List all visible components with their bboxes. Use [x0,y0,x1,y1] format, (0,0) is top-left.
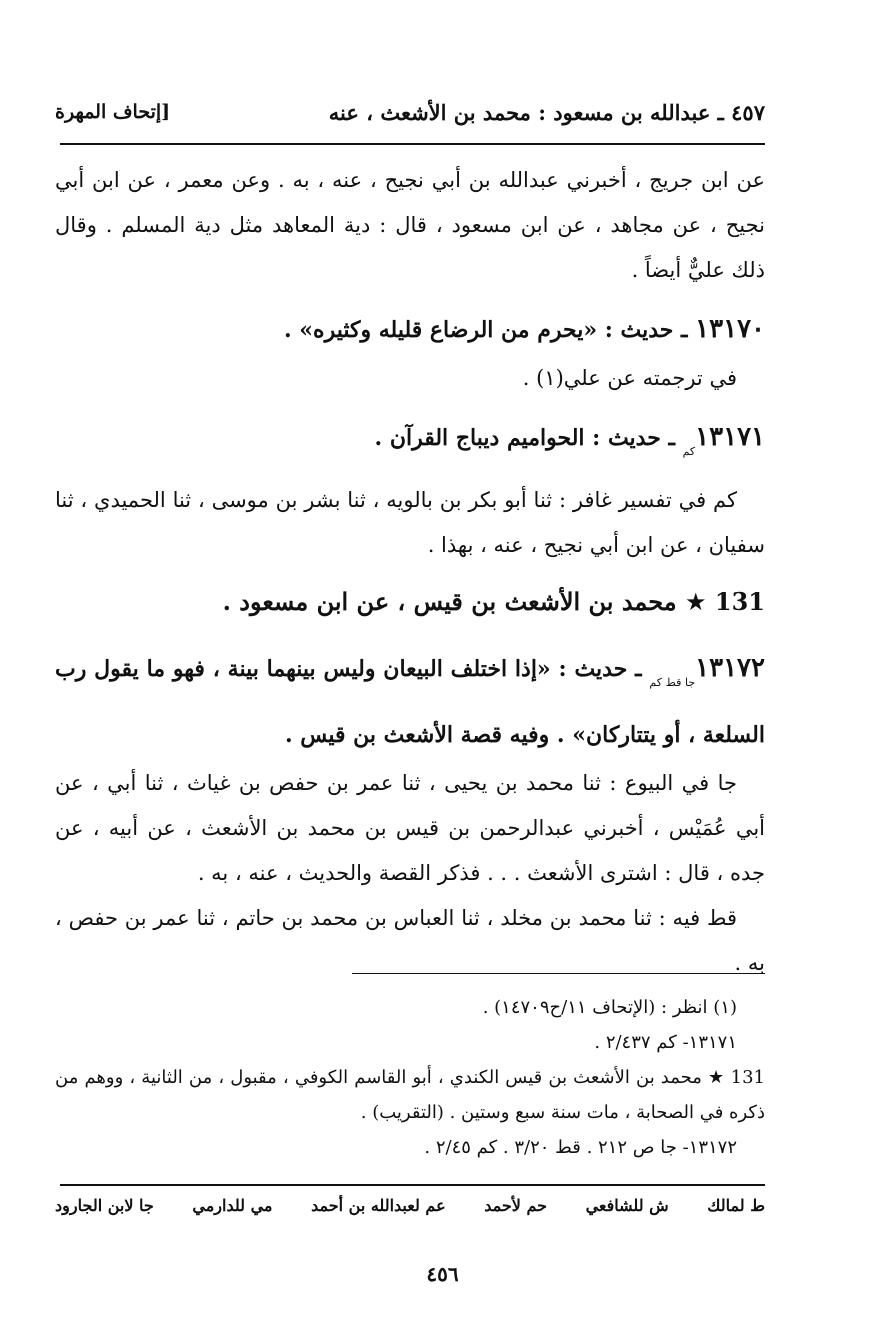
footnote-1: (١) انظر : (الإتحاف ١١/ح١٤٧٠٩) . [482,997,737,1018]
hadith-13171-heading [55,411,765,478]
abbrev-item: مي للدارمي [192,1196,273,1215]
narrator-text: محمد بن الأشعث بن قيس ، عن ابن مسعود . [222,587,677,616]
hadith-number: ١٣١٧٢ [695,653,765,683]
source-sigla: جا قط كم [649,676,696,689]
continuation-paragraph: عن ابن جريج ، أخبرني عبدالله بن أبي نجيح ، عنه ، به . وعن معمر ، عن ابن أبي نجيح ، عن مجاهد ، عن ابن مسعود ، قال : دية المعاهد مثل دية المسلم . وقال ذلك عليٌّ أيضاً . [55,168,765,282]
narrator-number: 131 [714,587,765,616]
footnote-13171: ١٣١٧١- كم ٢/٤٣٧ . [594,1032,737,1053]
abbrev-item: حم لأحمد [484,1196,547,1215]
book-title: [إتحاف المهرة [55,101,171,123]
source-sigla: كم [682,445,696,458]
hadith-13172-heading [55,642,765,761]
running-title: ٤٥٧ ـ عبدالله بن مسعود : محمد بن الأشعث ، عنه [328,99,765,125]
main-text [55,158,765,986]
hadith-13171-source: كم في تفسير غافر : ثنا أبو بكر بن بالويه ، ثنا بشر بن موسى ، ثنا الحميدي ، ثنا سفيان ، عن ابن أبي نجيح ، عنه ، بهذا . [55,488,765,557]
page-number: ٤٥٦ [426,1262,459,1286]
footnote-131: 131 ★ محمد بن الأشعث بن قيس الكندي ، أبو القاسم الكوفي ، مقبول ، من الثانية ، ووهم من ذكره في الصحابة ، مات سنة سبع وستين . (التقريب) . [55,1067,765,1123]
abbrev-item: ش للشافعي [585,1196,669,1215]
hadith-text: ـ حديث : «يحرم من الرضاع قليله وكثيره» . [283,317,688,343]
narrator-131-heading [55,572,765,632]
hadith-13172-source-ja: جا في البيوع : ثنا محمد بن يحيى ، ثنا عمر بن حفص بن غياث ، ثنا أبي ، عن أبي عُمَيْس ، أخبرني عبدالرحمن بن قيس بن محمد بن الأشعث ، عن أبيه ، عن جده ، قال : اشترى الأشعث . . . فذكر القصة والحديث ، عنه ، به . [55,771,765,885]
abbreviations-rule [60,1184,765,1186]
star-icon: ★ [685,588,707,616]
running-header [55,92,765,132]
footnote-rule [352,973,765,974]
hadith-number: ١٣١٧١ [695,422,765,452]
abbrev-item: ط لمالك [707,1196,765,1215]
header-rule [60,143,765,145]
hadith-number: ١٣١٧٠ [695,314,765,344]
hadith-text: ـ حديث : «إذا اختلف البيعان وليس بينهما بينة ، فهو ما يقول رب السلعة ، أو يتتاركان» . وفيه قصة الأشعث بن قيس . [55,656,765,748]
hadith-13170-heading [55,303,765,356]
hadith-text: ـ حديث : الحواميم ديباج القرآن . [374,425,675,451]
footnote-13172: ١٣١٧٢- جا ص ٢١٢ . قط ٣/٢٠ . كم ٢/٤٥ . [424,1137,737,1158]
hadith-13172-source-qt: قط فيه : ثنا محمد بن مخلد ، ثنا العباس بن محمد بن حاتم ، ثنا عمر بن حفص ، به . [55,906,765,975]
abbrev-item: جا لابن الجارود [55,1196,154,1215]
abbrev-item: عم لعبدالله بن أحمد [311,1196,446,1215]
abbreviations-key [55,1196,765,1215]
hadith-13170-source: في ترجمته عن علي(١) . [522,366,737,390]
footnotes [55,990,765,1165]
